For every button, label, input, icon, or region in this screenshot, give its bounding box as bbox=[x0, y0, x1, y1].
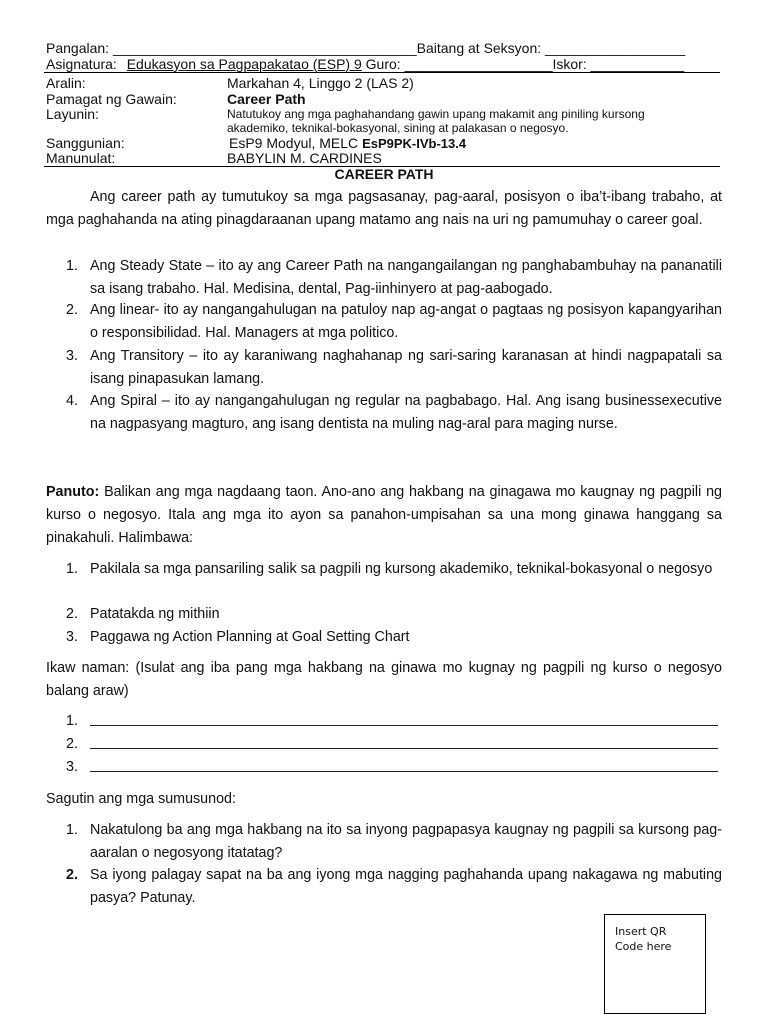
manunulat-label: Manunulat: bbox=[46, 150, 116, 166]
guro-blank[interactable]: ___________________ bbox=[404, 56, 553, 72]
asignatura-label: Asignatura: bbox=[46, 56, 117, 72]
baitang-label: Baitang at Seksyon: bbox=[416, 40, 542, 56]
list-item: 3. Ang Transitory – ito ay karaniwang naghahanap ng sari-saring karanasan at hindi nagpapatali sa isang pinapasukan lamang. bbox=[66, 348, 722, 387]
header-divider-top bbox=[44, 72, 720, 73]
pangalan-label: Pangalan: bbox=[46, 40, 110, 56]
list-item: 1. Nakatulong ba ang mga hakbang na ito sa inyong pagpapasya kaugnay ng pagpili sa kursong pag-aaralan o negosyong itatatag? bbox=[66, 822, 722, 861]
list-item: 2. Sa iyong palagay sapat na ba ang iyong mga nagging paghahanda upang nakagawa ng mabuting pasya? Patunay. bbox=[66, 867, 722, 906]
blank-line[interactable] bbox=[90, 725, 718, 726]
asignatura-row bbox=[46, 56, 684, 72]
list-item: 1. Ang Steady State – ito ay ang Career Path na nangangailangan ng panghabambuhay na pananatili sa isang trabaho. Hal. Medisina, dental, Pag-iinhinyero at pag-aabogado. bbox=[66, 258, 722, 297]
list-item: 2. Patatakda ng mithiin bbox=[66, 606, 220, 622]
panuto-paragraph bbox=[46, 481, 722, 550]
iskor-blank[interactable]: ____________ bbox=[590, 56, 685, 72]
baitang-blank[interactable]: __________________ bbox=[545, 40, 686, 56]
blank-line[interactable] bbox=[90, 748, 718, 749]
pamagat-value: Career Path bbox=[227, 91, 306, 107]
pangalan-blank[interactable]: _______________________________________ bbox=[112, 40, 417, 56]
sanggunian-value: EsP9 Modyul, MELC bbox=[229, 135, 359, 151]
asignatura-value: Edukasyon sa Pagpapakatao (ESP) 9 bbox=[126, 56, 362, 72]
list-item: 1. Pakilala sa mga pansariling salik sa pagpili ng kursong akademiko, teknikal-bokasyonal o negosyo bbox=[66, 561, 713, 577]
qr-placeholder-text: Insert QR Code here bbox=[615, 925, 672, 953]
list-item: 3. Paggawa ng Action Planning at Goal Setting Chart bbox=[66, 629, 410, 645]
aralin-value: Markahan 4, Linggo 2 (LAS 2) bbox=[227, 75, 414, 91]
guro-label: Guro: bbox=[365, 56, 401, 72]
iskor-label: Iskor: bbox=[552, 56, 587, 72]
layunin-line-2: akademiko, teknikal-bokasyonal, sining at palakasan o negosyo. bbox=[227, 121, 569, 135]
layunin-line-1: Natutukoy ang mga paghahandang gawin upang makamit ang piniling kursong bbox=[227, 107, 645, 121]
list-item: 2. Ang linear- ito ay nangangahulugan na patuloy nap ag-angat o pagtaas ng posisyon kapangyarihan o responsibilidad. Hal. Managers at mga politico. bbox=[66, 302, 722, 341]
pangalan-row bbox=[46, 40, 685, 56]
worksheet-page: Pangalan: _______________________________________Baitang at Seksyon: __________________ Asignatura: Edukasyon sa Pagpapakatao (ESP) 9 Guro: ___________________Iskor: ____________ Aralin: Markahan 4, Linggo 2 (LAS 2) Pamagat ng Gawain: Career Path Layunin: Natutukoy ang mga paghahandang gawin upang makamit ang piniling kursong akademiko, teknikal-bokasyonal, sining at palakasan o negosyo. Sanggunian: EsP9 Modyul, MELC EsP9PK-IVb-13.4 Manunulat: BABYLIN M. CARDINES CAREER PATH Ang career path ay tumutukoy sa mga pagsasanay, pag-aaral, posisyon o iba’t-ibang trabaho, at mga paghahanda na ating pinagdaraanan upang matamo ang nais na uri ng pamumuhay o career goal. 1. Ang Steady State – ito ay ang Career Path na nangangailangan ng panghabambuhay na pananatili sa isang trabaho. Hal. Medisina, dental, Pag-iinhinyero at pag-aabogado. 2. Ang linear- ito ay nangangahulugan na patuloy nap ag-angat o pagtaas ng posisyon kapangyarihan o responsibilidad. Hal. Managers at mga politico. 3. Ang Transitory – ito ay karaniwang naghahanap ng sari-saring karanasan at hindi nagpapatali sa isang pinapasukan lamang. 4. Ang Spiral – ito ay nangangahulugan ng regular na pagbabago. Hal. Ang isang businessexecutive na nagpasyang magturo, ang isang dentista na muling nag-aral para maging nurse. Panuto: Balikan ang mga nagdaang taon. Ano-ano ang hakbang na ginagawa mo kaugnay ng pagpili ng kurso o negosyo. Itala ang mga ito ayon sa panahon-umpisahan sa una mong ginawa hanggang sa pinakahuli. Halimbawa: 1. Pakilala sa mga pansariling salik sa pagpili ng kursong akademiko, teknikal-bokasyonal o negosyo 2. Patatakda ng mithiin 3. Paggawa ng Action Planning at Goal Setting Chart Ikaw naman: (Isulat ang iba pang mga hakbang na ginawa mo kugnay ng pagpili ng kurso o negosyo balang araw) 1. 2. 3. Sagutin ang mga sumusunod: 1. Nakatulong ba ang mga hakbang na ito sa inyong pagpapasya kaugnay ng pagpili sa kursong pag-aaralan o negosyong itatatag? 2. Sa iyong palagay sapat na ba ang iyong mga nagging paghahanda upang nakagawa ng mabuting pasya? Patunay. Insert QR Code here bbox=[0, 0, 768, 1024]
layunin-label: Layunin: bbox=[46, 106, 99, 122]
intro-paragraph: Ang career path ay tumutukoy sa mga pagsasanay, pag-aaral, posisyon o iba’t-ibang trabaho, at mga paghahanda na ating pinagdaraanan upang matamo ang nais na uri ng pamumuhay o career goal. bbox=[46, 189, 722, 228]
panuto-label: Panuto: bbox=[46, 484, 100, 500]
aralin-label: Aralin: bbox=[46, 75, 86, 91]
panuto-text: Balikan ang mga nagdaang taon. Ano-ano ang hakbang na ginagawa mo kaugnay ng pagpili ng kurso o negosyo. Itala ang mga ito ayon sa panahon-umpisahan sa una mong ginawa hanggang sa pinakahuli. Halimbawa: bbox=[46, 484, 722, 546]
page-title: CAREER PATH bbox=[334, 166, 434, 182]
sagutin-heading: Sagutin ang mga sumusunod: bbox=[46, 791, 236, 807]
sanggunian-code: EsP9PK-IVb-13.4 bbox=[362, 136, 467, 151]
ikaw-naman-paragraph: Ikaw naman: (Isulat ang iba pang mga hakbang na ginawa mo kugnay ng pagpili ng kurso o negosyo balang araw) bbox=[46, 660, 722, 699]
manunulat-value: BABYLIN M. CARDINES bbox=[227, 150, 382, 166]
pamagat-label: Pamagat ng Gawain: bbox=[46, 91, 177, 107]
qr-code-placeholder bbox=[604, 914, 706, 1014]
sanggunian-label: Sanggunian: bbox=[46, 135, 125, 151]
list-item: 4. Ang Spiral – ito ay nangangahulugan ng regular na pagbabago. Hal. Ang isang businessexecutive na nagpasyang magturo, ang isang dentista na muling nag-aral para maging nurse. bbox=[66, 393, 722, 432]
blank-line[interactable] bbox=[90, 771, 718, 772]
